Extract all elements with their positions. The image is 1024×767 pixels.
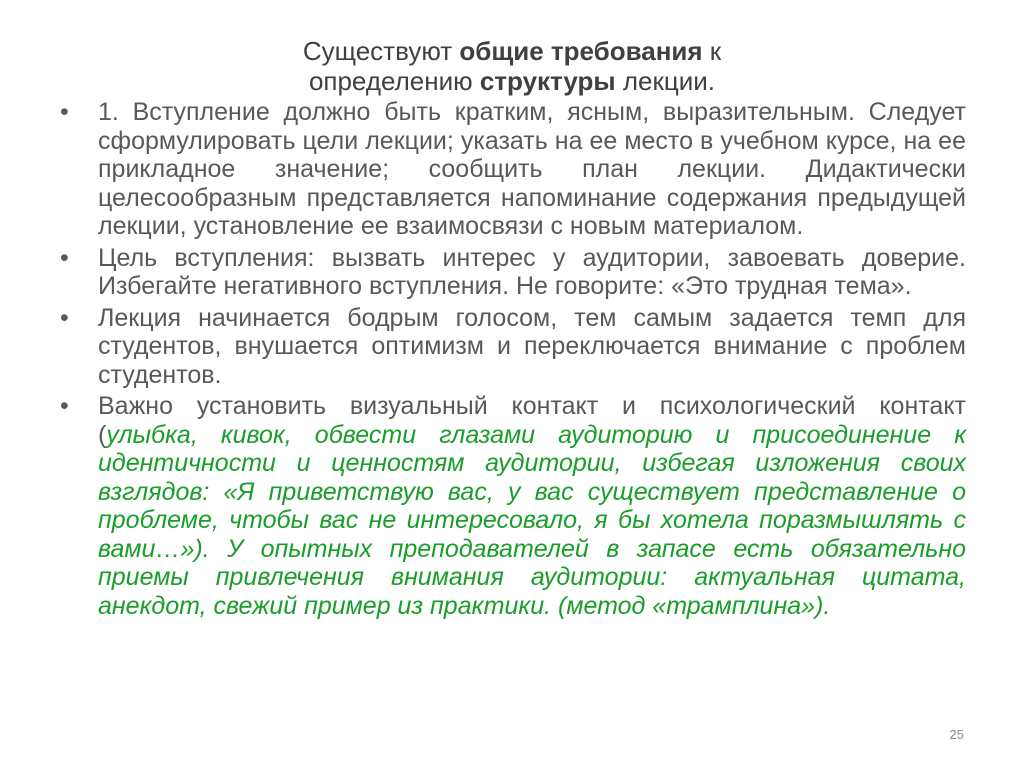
bullet-text: Важно установить визуальный контакт и психологический контакт ( <box>98 392 966 449</box>
title-bold-2: структуры <box>479 66 616 96</box>
bullet-marker: • <box>60 98 69 126</box>
bullet-marker: • <box>60 303 69 332</box>
title-bold-1: общие требования <box>459 36 703 66</box>
title-part-2: к <box>702 36 722 66</box>
title-part-4: лекции. <box>615 66 716 96</box>
bullet-green-text: улыбка, кивок, обвести глазами аудиторию и присоединение к идентичности и ценностям аудитории, избегая изложения своих взглядов: «Я приветствую вас, у вас существует представление о проблеме, чтобы вас не интересовало, я бы хотела поразмышлять с вами…»). У опытных преподавателей в запасе есть обязательно приемы привлечения внимания аудитории: актуальная цитата, анекдот, свежий пример из практики. (метод «трамплина»). <box>98 420 966 620</box>
bullet-item-voice <box>60 304 966 390</box>
bullet-item-introduction <box>60 98 966 241</box>
page-number: 25 <box>949 727 964 742</box>
slide-title <box>140 36 884 96</box>
title-part-1: Существуют <box>302 36 460 66</box>
bullet-text: 1. Вступление должно быть кратким, ясным, выразительным. Следует сформулировать цели лекции; указать на ее место в учебном курсе, на ее прикладное значение; сообщить план лекции. Дидактически целесообразным представляется напоминание содержания предыдущей лекции, установление ее взаимосвязи с новым материалом. <box>98 98 966 240</box>
bullet-text: Цель вступления: вызвать интерес у аудитории, завоевать доверие. Избегайте негативного вступления. Не говорите: «Это трудная тема». <box>98 243 966 300</box>
bullet-marker: • <box>60 243 69 272</box>
bullet-item-contact <box>60 392 966 620</box>
bullet-list <box>60 98 966 623</box>
title-part-3: определению <box>308 66 480 96</box>
bullet-item-goal <box>60 244 966 301</box>
bullet-text: Лекция начинается бодрым голосом, тем самым задается темп для студентов, внушается оптимизм и переключается внимание с проблем студентов. <box>98 303 966 389</box>
bullet-marker: • <box>60 392 69 420</box>
